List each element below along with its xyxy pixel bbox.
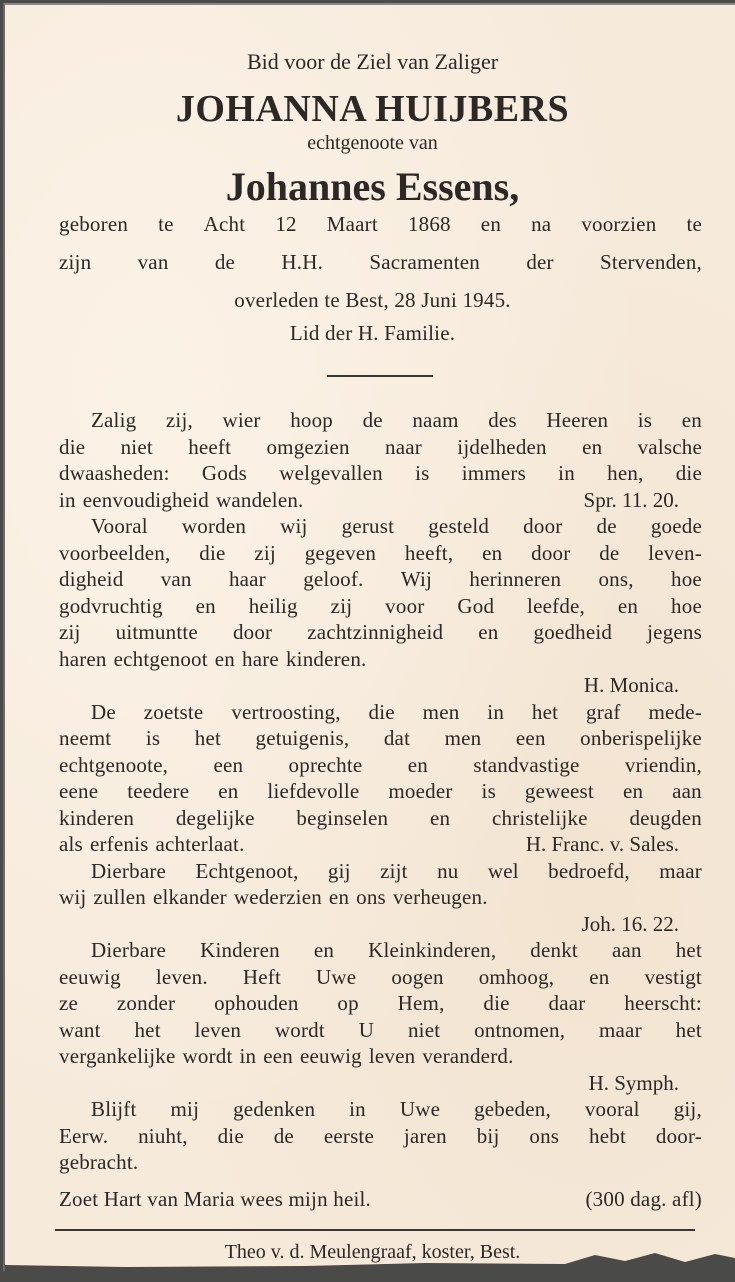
bio-line: overleden te Best, 28 Juni 1945. bbox=[234, 288, 511, 312]
torn-edge bbox=[5, 1249, 735, 1271]
text-line: want het leven wordt U niet ontnomen, maar het bbox=[59, 1017, 702, 1042]
text-line: in eenvoudigheid wandelen. bbox=[59, 487, 304, 512]
text-line: Zalig zij, wier hoop de naam des Heeren is en bbox=[91, 408, 702, 432]
deceased-name: JOHANNA HUIJBERS bbox=[175, 88, 570, 130]
spouse-name: Johannes Essens, bbox=[225, 164, 520, 209]
attribution: H. Monica. bbox=[583, 673, 679, 697]
bio-line: geboren te Acht 12 Maart 1868 en na voorzien te bbox=[59, 212, 702, 236]
text-line: zij uitmuntte door zachtzinnigheid en goedheid jegens bbox=[59, 620, 702, 644]
divider-short bbox=[327, 375, 433, 377]
bio-line: zijn van de H.H. Sacramenten der Stervenden, bbox=[59, 250, 702, 274]
printer-credit: Theo v. d. Meulengraaf, koster, Best. bbox=[224, 1241, 521, 1263]
text-line: vergankelijke wordt in een eeuwig leven veranderd. bbox=[59, 1044, 514, 1068]
text-line: wij zullen elkander wederzien en ons verheugen. bbox=[59, 885, 488, 909]
text-line: die niet heeft omgezien naar ijdelheden en valsche bbox=[59, 434, 702, 459]
text-line: digheid van haar geloof. Wij herinneren ons, hoe bbox=[59, 567, 702, 591]
text-line: gebracht. bbox=[59, 1150, 139, 1174]
text-line: Dierbare Echtgenoot, gij zijt nu wel bedroefd, maar bbox=[91, 858, 702, 883]
text-line: eeuwig leven. Heft Uwe oogen omhoog, en vestigt bbox=[59, 964, 702, 989]
text-line: Blijft mij gedenken in Uwe gebeden, vooral gij, bbox=[91, 1097, 702, 1121]
bio-line: Lid der H. Familie. bbox=[289, 321, 456, 345]
text-line: kinderen degelijke beginselen en christelijke deugden bbox=[59, 805, 702, 830]
indulgence-text: (300 dag. afl) bbox=[585, 1187, 702, 1211]
attribution: H. Franc. v. Sales. bbox=[525, 832, 679, 856]
text-line: De zoetste vertroosting, die men in het graf mede- bbox=[91, 699, 702, 724]
attribution: H. Symph. bbox=[588, 1070, 679, 1095]
text-line: Vooral worden wij gerust gesteld door de goede bbox=[91, 514, 702, 538]
attribution: Spr. 11. 20. bbox=[583, 487, 679, 512]
memorial-card bbox=[3, 3, 735, 1271]
text-line: echtgenoote, een oprechte en standvastige vriendin, bbox=[59, 752, 702, 777]
prayer-line bbox=[59, 1187, 702, 1212]
attribution: Joh. 16. 22. bbox=[581, 911, 679, 936]
text-line: neemt is het getuigenis, dat men een onberispelijke bbox=[59, 726, 702, 750]
text-line: Dierbare Kinderen en Kleinkinderen, denkt aan het bbox=[91, 938, 702, 962]
text-line: dwaasheden: Gods welgevallen is immers in hen, die bbox=[59, 461, 702, 485]
text-line: Eerw. niuht, die de eerste jaren bij ons hebt door- bbox=[59, 1123, 702, 1148]
text-line: godvruchtig en heilig zij voor God leefde, en hoe bbox=[59, 593, 702, 618]
prayer-text: Zoet Hart van Maria wees mijn heil. bbox=[59, 1187, 371, 1211]
text-line: ze zonder ophouden op Hem, die daar heerscht: bbox=[59, 991, 702, 1015]
relation-text: echtgenoote van bbox=[307, 132, 438, 154]
text-line: eene teedere en liefdevolle moeder is geweest en aan bbox=[59, 779, 702, 803]
text-line: haren echtgenoot en hare kinderen. bbox=[59, 646, 367, 671]
prayer-intro: Bid voor de Ziel van Zaliger bbox=[246, 49, 499, 74]
text-line: als erfenis achterlaat. bbox=[59, 832, 245, 856]
divider-long bbox=[55, 1229, 695, 1231]
text-line: voorbeelden, die zij gegeven heeft, en door de leven- bbox=[59, 540, 702, 565]
